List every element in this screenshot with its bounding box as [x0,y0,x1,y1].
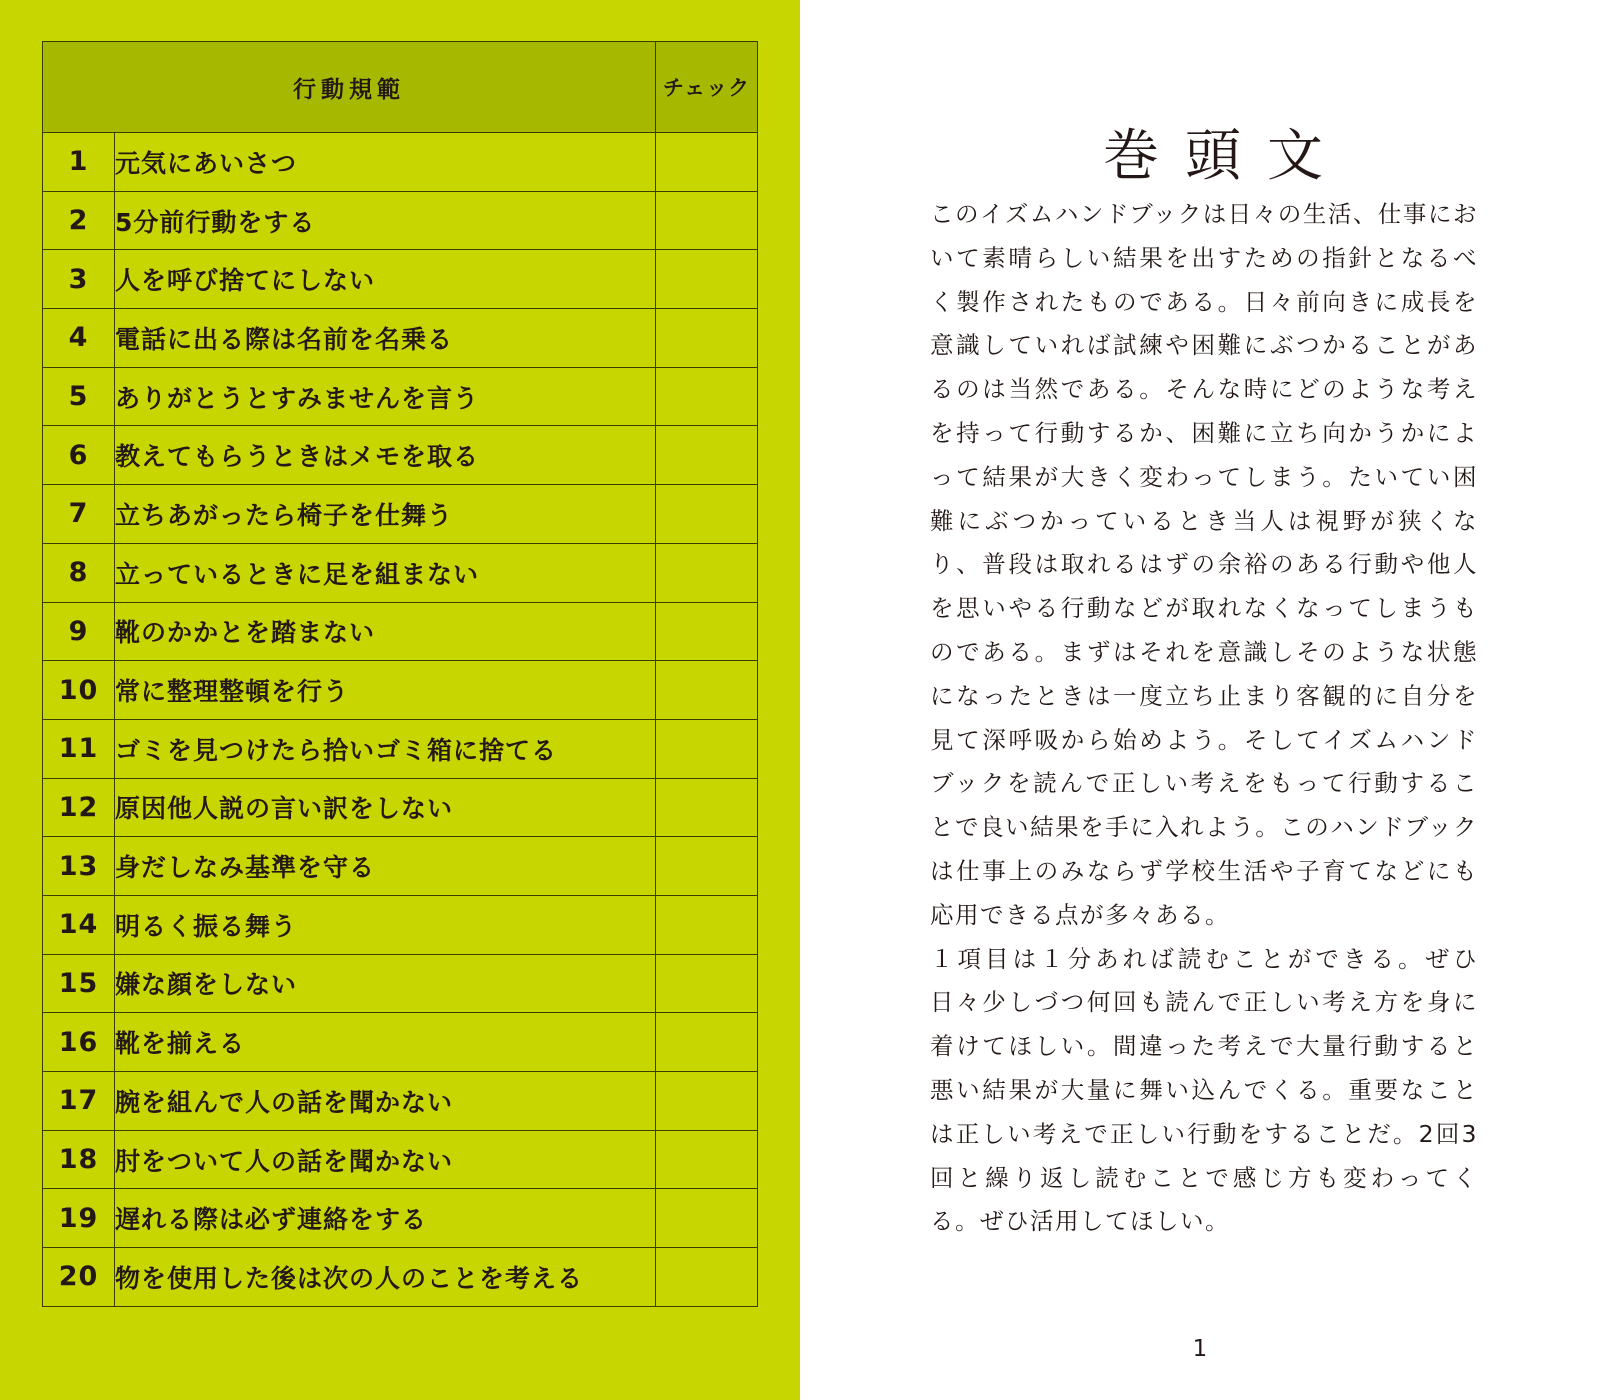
rule-number: 9 [43,602,115,661]
table-row [43,1248,758,1307]
table-row [43,602,758,661]
rule-text: 身だしなみ基準を守る [115,837,656,896]
table-row [43,133,758,192]
right-page [800,0,1600,1400]
rule-number: 18 [43,1130,115,1189]
rule-text: 物を使用した後は次の人のことを考える [115,1248,656,1307]
rule-number: 19 [43,1189,115,1248]
rule-text: 常に整理整頓を行う [115,661,656,720]
check-cell[interactable] [656,133,758,192]
rule-number: 20 [43,1248,115,1307]
table-row [43,661,758,720]
rule-text: 元気にあいさつ [115,133,656,192]
check-cell[interactable] [656,1013,758,1072]
check-cell[interactable] [656,895,758,954]
table-row [43,485,758,544]
rule-text: 靴を揃える [115,1013,656,1072]
rule-number: 2 [43,191,115,250]
table-row [43,309,758,368]
table-row [43,954,758,1013]
check-cell[interactable] [656,661,758,720]
table-header-row [43,42,758,133]
foreword-paragraph: このイズムハンドブックは日々の生活、仕事において素晴らしい結果を出すための指針となるべく製作されたものである。日々前向きに成長を意識していれば試練や困難にぶつかることがあるのは当然である。そんな時にどのような考えを持って行動するか、困難に立ち向かうかによって結果が大きく変わってしまう。たいてい困難にぶつかっているとき当人は視野が狭くなり、普段は取れるはずの余裕のある行動や他人を思いやる行動などが取れなくなってしまうものである。まずはそれを意識しそのような状態になったときは一度立ち止まり客観的に自分を見て深呼吸から始めよう。そしてイズムハンドブックを読んで正しい考えをもって行動することで良い結果を手に入れよう。このハンドブックは仕事上のみならず学校生活や子育てなどにも応用できる点が多々ある。 [930,200,1478,929]
rule-number: 7 [43,485,115,544]
rule-text: 嫌な顔をしない [115,954,656,1013]
rule-text: ありがとうとすみませんを言う [115,367,656,426]
rule-text: 立っているときに足を組まない [115,543,656,602]
table-row [43,1130,758,1189]
check-cell[interactable] [656,543,758,602]
check-cell[interactable] [656,719,758,778]
check-cell[interactable] [656,485,758,544]
rule-text: 5分前行動をする [115,191,656,250]
rule-text: 遅れる際は必ず連絡をする [115,1189,656,1248]
rule-number: 1 [43,133,115,192]
check-cell[interactable] [656,837,758,896]
rule-text: 肘をついて人の話を聞かない [115,1130,656,1189]
foreword-body [930,193,1478,1244]
rule-number: 15 [43,954,115,1013]
table-row [43,1189,758,1248]
rule-text: 腕を組んで人の話を聞かない [115,1072,656,1131]
check-cell[interactable] [656,1072,758,1131]
rule-number: 10 [43,661,115,720]
check-cell[interactable] [656,1248,758,1307]
table-row [43,895,758,954]
rule-number: 16 [43,1013,115,1072]
rule-number: 3 [43,250,115,309]
foreword-title: 巻頭文 [1103,124,1349,189]
page-number: 1 [1192,1336,1208,1362]
rule-text: 原因他人説の言い訳をしない [115,778,656,837]
rule-number: 11 [43,719,115,778]
rules-table [42,41,758,1307]
table-row [43,719,758,778]
check-cell[interactable] [656,1189,758,1248]
check-cell[interactable] [656,602,758,661]
rule-text: 教えてもらうときはメモを取る [115,426,656,485]
check-cell[interactable] [656,778,758,837]
rule-number: 4 [43,309,115,368]
table-row [43,191,758,250]
rule-text: ゴミを見つけたら拾いゴミ箱に捨てる [115,719,656,778]
table-row [43,778,758,837]
check-cell[interactable] [656,1130,758,1189]
table-row [43,426,758,485]
rule-number: 8 [43,543,115,602]
rule-number: 13 [43,837,115,896]
rule-number: 14 [43,895,115,954]
rule-number: 17 [43,1072,115,1131]
rule-number: 6 [43,426,115,485]
table-row [43,1013,758,1072]
rule-text: 靴のかかとを踏まない [115,602,656,661]
header-check: チェック [656,42,758,133]
header-title: 行動規範 [43,42,656,133]
rule-text: 立ちあがったら椅子を仕舞う [115,485,656,544]
table-row [43,367,758,426]
table-row [43,1072,758,1131]
check-cell[interactable] [656,309,758,368]
check-cell[interactable] [656,250,758,309]
check-cell[interactable] [656,191,758,250]
rule-number: 5 [43,367,115,426]
rule-number: 12 [43,778,115,837]
foreword-paragraph: １項目は１分あれば読むことができる。ぜひ日々少しづつ何回も読んで正しい考え方を身に着けてほしい。間違った考えで大量行動すると悪い結果が大量に舞い込んでくる。重要なことは正しい考えで正しい行動をすることだ。2回3回と繰り返し読むことで感じ方も変わってくる。ぜひ活用してほしい。 [930,944,1478,1236]
check-cell[interactable] [656,954,758,1013]
table-row [43,837,758,896]
rule-text: 人を呼び捨てにしない [115,250,656,309]
check-cell[interactable] [656,367,758,426]
rules-table-body [43,133,758,1307]
rule-text: 明るく振る舞う [115,895,656,954]
table-row [43,250,758,309]
table-row [43,543,758,602]
rule-text: 電話に出る際は名前を名乗る [115,309,656,368]
check-cell[interactable] [656,426,758,485]
